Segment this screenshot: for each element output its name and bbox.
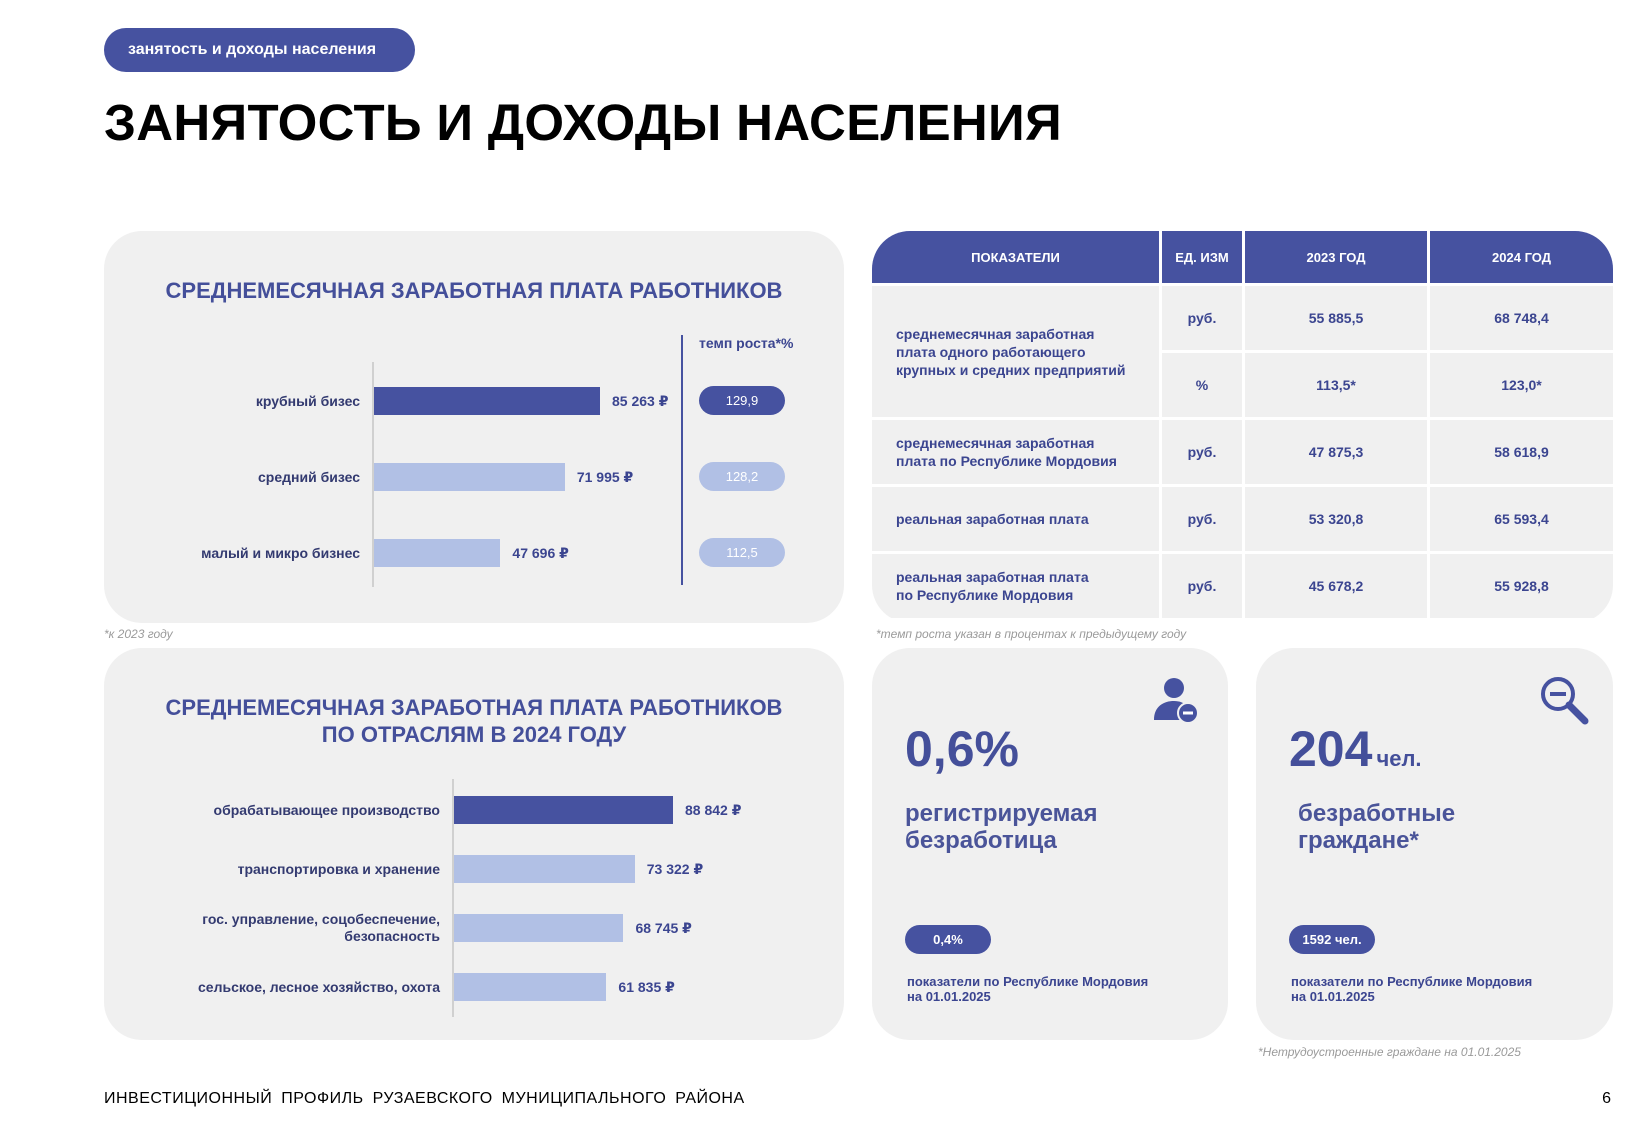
indicators-table xyxy=(872,231,1613,623)
search-minus-icon xyxy=(1538,674,1590,726)
chart2-value-label: 61 835 ₽ xyxy=(618,979,675,995)
unemployment-rate-desc-1: регистрируемая xyxy=(905,800,1098,827)
table-cell-unit: руб. xyxy=(1162,487,1242,551)
chart1-value-label: 71 995 ₽ xyxy=(576,469,634,485)
table-row-label xyxy=(872,554,1159,618)
table-cell-y2023: 47 875,3 xyxy=(1245,420,1427,484)
chart1-footnote: *к 2023 году xyxy=(104,627,173,641)
chart2-title-line1: СРЕДНЕМЕСЯЧНАЯ ЗАРАБОТНАЯ ПЛАТА РАБОТНИКОВ xyxy=(165,695,783,720)
chart2-category-line: сельское, лесное хозяйство, охота xyxy=(198,979,440,995)
table-cell-y2024: 123,0* xyxy=(1430,353,1613,417)
table-row-label-line: по Республике Мордовия xyxy=(896,587,1074,603)
chart1-growth-rate: 128,2 xyxy=(699,462,785,491)
unemployment-rate-card xyxy=(872,648,1228,1040)
unemployed-desc-1: безработные xyxy=(1298,800,1456,827)
chart1-value-label: 85 263 ₽ xyxy=(612,393,669,409)
table-footnote: *темп роста указан в процентах к предыдущему году xyxy=(876,627,1187,641)
table-row-label xyxy=(872,487,1159,551)
chart2-category-line: безопасность xyxy=(344,928,440,944)
chart1-bar xyxy=(374,463,565,491)
chart1-category-label: средний бизес xyxy=(258,469,360,485)
table-cell-unit: руб. xyxy=(1162,420,1242,484)
table-cell-y2024: 68 748,4 xyxy=(1430,286,1613,350)
chart1-category-label: крубный бизес xyxy=(255,393,360,409)
table-row-label-text xyxy=(896,325,1125,379)
chart2-category-line: транспортировка и хранение xyxy=(237,861,440,877)
table-cell-y2024: 65 593,4 xyxy=(1430,487,1613,551)
table-row-label xyxy=(872,420,1159,484)
unemployed-note-1: показатели по Республике Мордовия xyxy=(1291,974,1533,989)
chart2-bar xyxy=(454,796,673,824)
table-row-label xyxy=(872,286,1159,417)
chart2-bar xyxy=(454,914,623,942)
unemployed-count-number: 204 xyxy=(1289,721,1373,777)
chart2-value-label: 88 842 ₽ xyxy=(685,802,742,818)
page-title: ЗАНЯТОСТЬ И ДОХОДЫ НАСЕЛЕНИЯ xyxy=(104,94,1062,151)
table-cell-unit: руб. xyxy=(1162,286,1242,350)
user-minus-icon xyxy=(1152,676,1200,724)
table-header-unit: ЕД. ИЗМ xyxy=(1162,231,1242,283)
unemployment-rate-note-2: на 01.01.2025 xyxy=(907,989,991,1004)
chart1-rate-header: темп роста*% xyxy=(699,335,794,351)
table-row-label-line: плата одного работающего xyxy=(896,343,1086,360)
unemployed-footnote: *Нетрудоустроенные граждане на 01.01.2025 xyxy=(1258,1045,1521,1059)
chart1-bar xyxy=(374,539,500,567)
unemployed-citizens-card xyxy=(1256,648,1613,1040)
chart2-bar xyxy=(454,855,635,883)
table-cell-y2023: 55 885,5 xyxy=(1245,286,1427,350)
unemployment-rate-note-1: показатели по Республике Мордовия xyxy=(907,974,1149,989)
chart2-bars xyxy=(104,648,844,1040)
unemployed-note-2: на 01.01.2025 xyxy=(1291,989,1375,1004)
chart1-growth-rate: 112,5 xyxy=(699,538,785,567)
unemployment-rate-region-pill: 0,4% xyxy=(905,925,991,954)
section-tag: занятость и доходы населения xyxy=(104,28,415,72)
table-row-label-line: среднемесячная заработная xyxy=(896,325,1095,342)
chart2-title-line2: ПО ОТРАСЛЯМ В 2024 ГОДУ xyxy=(321,722,627,747)
footer-text: ИНВЕСТИЦИОННЫЙ ПРОФИЛЬ РУЗАЕВСКОГО МУНИЦИПАЛЬНОГО РАЙОНА xyxy=(104,1090,745,1107)
chart1-bar xyxy=(374,387,600,415)
table-row-label-text xyxy=(896,434,1117,470)
chart1-growth-rate: 129,9 xyxy=(699,386,785,415)
table-row-label-line: реальная заработная плата xyxy=(896,511,1089,527)
chart2-value-label: 68 745 ₽ xyxy=(635,920,692,936)
table-row-label-line: реальная заработная плата xyxy=(896,569,1089,585)
table-cell-y2023: 53 320,8 xyxy=(1245,487,1427,551)
table-cell-y2023: 45 678,2 xyxy=(1245,554,1427,618)
table-row-label-text xyxy=(896,568,1089,604)
unemployed-count-value xyxy=(1289,720,1422,778)
unemployed-region-pill: 1592 чел. xyxy=(1289,925,1375,954)
table-cell-y2024: 58 618,9 xyxy=(1430,420,1613,484)
salary-by-business-card xyxy=(104,231,844,623)
table-header-2024: 2024 ГОД xyxy=(1430,231,1613,283)
table-cell-unit: руб. xyxy=(1162,554,1242,618)
chart2-bar xyxy=(454,973,606,1001)
unemployed-desc-2: граждане* xyxy=(1298,827,1419,854)
chart1-category-label: малый и микро бизнес xyxy=(201,545,360,561)
chart2-category-line: обрабатывающее производство xyxy=(213,802,440,818)
chart2-category-line: гос. управление, соцобеспечение, xyxy=(202,911,440,927)
page-number: 6 xyxy=(1602,1090,1611,1107)
table-header-indicators: ПОКАЗАТЕЛИ xyxy=(872,231,1159,283)
table-header-2023: 2023 ГОД xyxy=(1245,231,1427,283)
chart1-bars xyxy=(104,231,844,623)
chart1-value-label: 47 696 ₽ xyxy=(512,545,569,561)
table-row-label-line: среднемесячная заработная xyxy=(896,435,1095,451)
unemployment-rate-desc-2: безработица xyxy=(905,827,1057,854)
table-cell-unit: % xyxy=(1162,353,1242,417)
table-row-label-text xyxy=(896,510,1089,528)
table-cell-y2023: 113,5* xyxy=(1245,353,1427,417)
table-row-label-line: крупных и средних предприятий xyxy=(896,361,1126,378)
salary-by-industry-card xyxy=(104,648,844,1040)
unemployment-rate-value: 0,6% xyxy=(905,721,1019,777)
chart1-title: СРЕДНЕМЕСЯЧНАЯ ЗАРАБОТНАЯ ПЛАТА РАБОТНИКОВ xyxy=(165,278,783,303)
unemployed-count-unit: чел. xyxy=(1376,746,1422,771)
table-row-label-line: плата по Республике Мордовия xyxy=(896,453,1117,469)
table-cell-y2024: 55 928,8 xyxy=(1430,554,1613,618)
chart2-value-label: 73 322 ₽ xyxy=(646,861,704,877)
